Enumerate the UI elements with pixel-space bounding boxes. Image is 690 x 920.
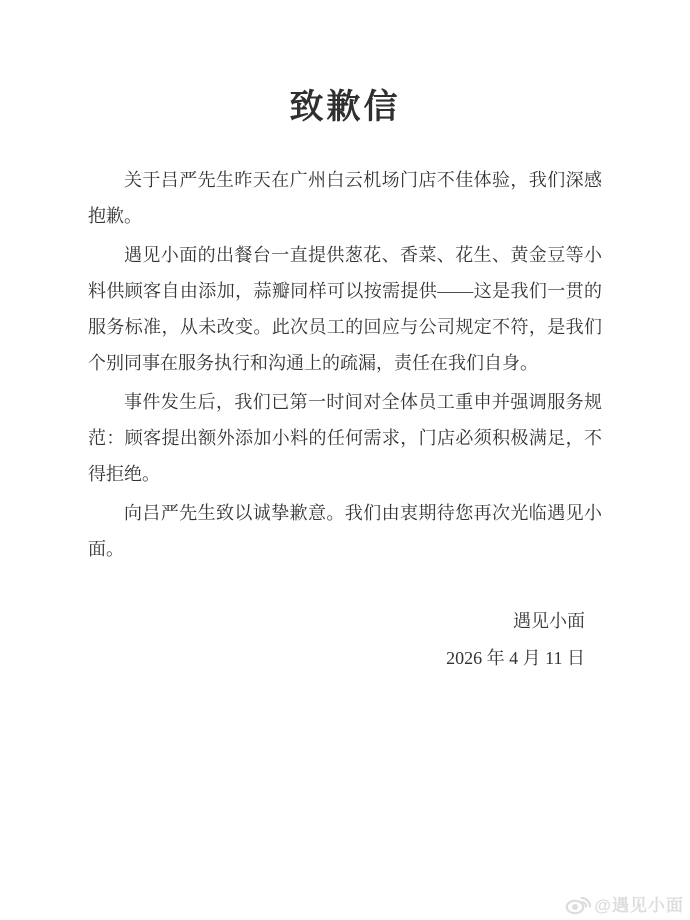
letter-paragraph: 事件发生后，我们已第一时间对全体员工重申并强调服务规范：顾客提出额外添加小料的任何需求，门店必须积极满足，不得拒绝。 xyxy=(88,391,602,484)
weibo-watermark xyxy=(565,891,684,916)
watermark-text: @遇见小面 xyxy=(594,896,684,915)
letter-paragraph: 向吕严先生致以诚挚歉意。我们由衷期待您再次光临遇见小面。 xyxy=(88,502,602,559)
page-title: 致歉信 xyxy=(289,89,401,126)
letter-date: 2026 年 4 月 11 日 xyxy=(446,647,585,668)
letter-paragraph: 遇见小面的出餐台一直提供葱花、香菜、花生、黄金豆等小料供顾客自由添加，蒜瓣同样可以按需提供——这是我们一贯的服务标准，从未改变。此次员工的回应与公司规定不符，是我们个别同事在服务执行和沟通上的疏漏，责任在我们自身。 xyxy=(88,244,602,373)
signature: 遇见小面 xyxy=(513,610,585,631)
letter-body xyxy=(88,162,602,567)
letter-closing xyxy=(0,603,690,677)
letter-paragraph: 关于吕严先生昨天在广州白云机场门店不佳体验，我们深感抱歉。 xyxy=(88,169,602,226)
weibo-icon xyxy=(565,893,591,915)
